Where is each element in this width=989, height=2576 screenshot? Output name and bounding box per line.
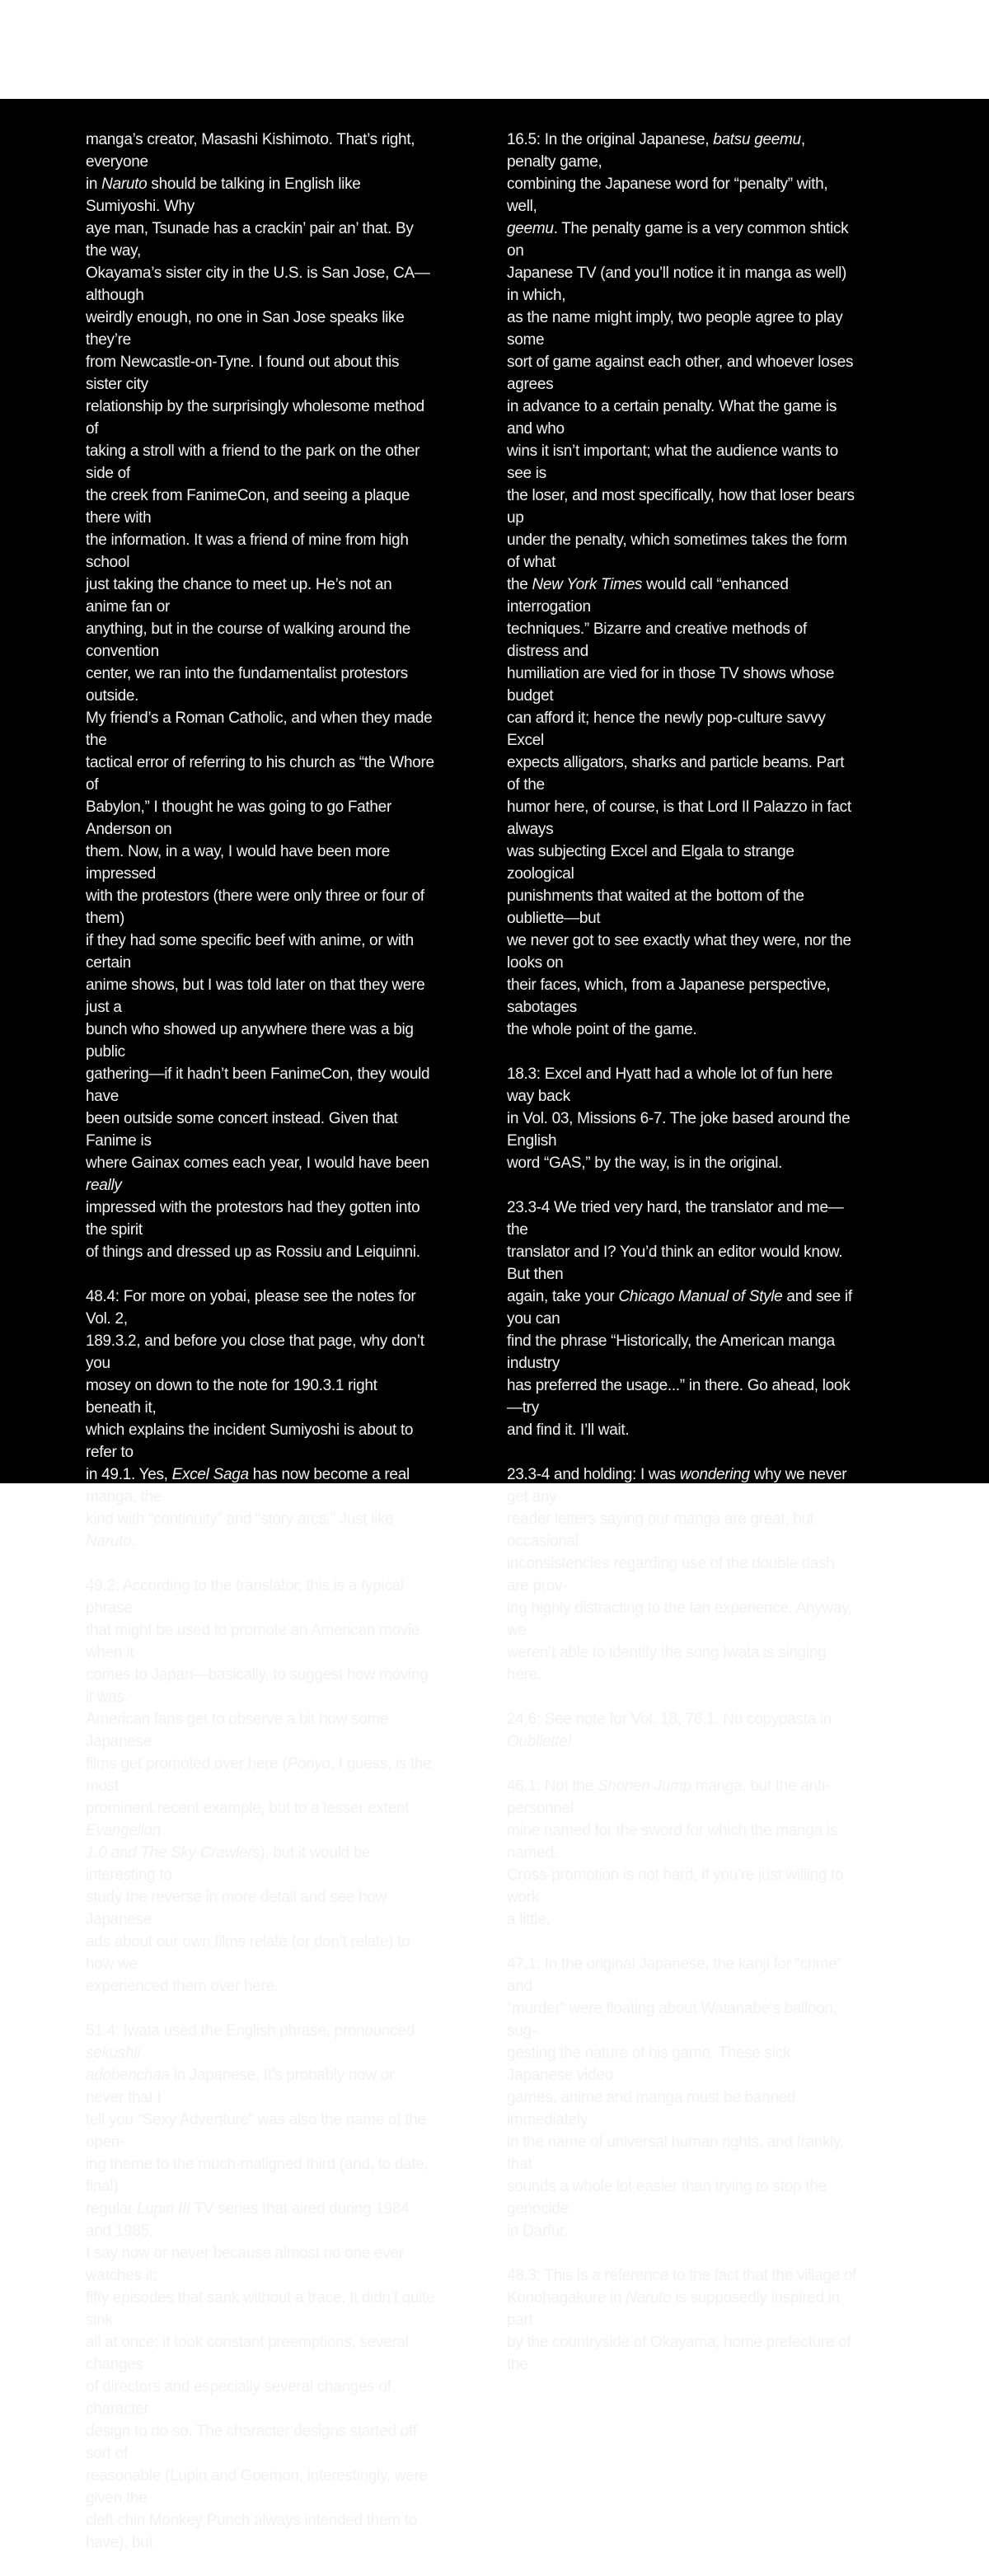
translation-note — [507, 2265, 857, 2376]
italic-title-text: Evangelion 1.0 and The Sky Crawlers — [86, 1822, 260, 1862]
note-text: manga, but the anti-personnel mine named for the sword for which the manga is named. Cross-promotion is not hard, if you’re just willing to work a little. — [507, 1777, 844, 1928]
note-text: why we never get any reader letters saying our manga are great, but occasional inconsistencies regarding use of the double dash are prov- ing highly distracting to the fan experience. Anyway, we weren’t able to identify the song Iwata is singing here. — [507, 1466, 852, 1684]
translation-note — [507, 1063, 857, 1174]
translation-note — [507, 1775, 857, 1931]
note-text: 48.3: This is a reference to the fact that the village of Konohagakure in — [507, 2267, 857, 2307]
translation-note — [507, 1464, 857, 1686]
note-text: would call “enhanced interrogation techniques.” Bizarre and creative methods of distress and humiliation are vied for in those TV shows whose budget can afford it; hence the newly pop-culture savvy Excel expects alligators, sharks and particle beams. Part of the humor here, of course, is that Lord Il Palazzo in fact always was subjecting Excel and Elgala to strange zoological punishments that waited at the bottom of the oubliette—but we never got to see exactly what they were, nor the looks on their faces, which, from a Japanese perspective, sabotages the whole point of the game. — [507, 576, 851, 1038]
note-text: in Japanese. It’s probably now or never that I tell you “Sexy Adventure” was also the name of the open- ing theme to the much-maligned third (and, to date, final) regular — [86, 2067, 429, 2218]
italic-title-text: wondering — [679, 1466, 750, 1483]
italic-title-text: Ponyo — [287, 1755, 330, 1773]
italic-title-text: Naruto — [86, 1533, 132, 1550]
italic-title-text: New York Times — [532, 576, 643, 593]
note-text: ), but it would be interesting to study the reverse in more detail and see how Japanese ads about our own films relate (or don’t relate) to how we experienced them over here. — [86, 1844, 410, 1995]
note-text: TV series that aired during 1984 and 1985. I say now or never because almost no one ever watches it; fifty episodes that sank without a trace. It didn’t quite sink all at once; it took constant preemptions, several changes of directors and especially several changes of character design to do so. The character designs started off sort of reasonable (Lupin and Goemon, interestingly, were given the cleft chin Monkey Punch always intended them to have), but — [86, 2200, 435, 2551]
note-text: 23.3-4 We tried very hard, the translator and me—the translator and I? You’d think an editor would know. But then again, take your — [507, 1199, 844, 1305]
translation-note — [86, 129, 436, 1263]
note-text: 49.2: According to the translator, this is a typical phrase that might be used to promote an American movie when it comes to Japan—basically, to suggest how moving it was. American fans get to observe a bit how some Japanese films get promoted over here ( — [86, 1577, 429, 1773]
translation-note — [507, 1197, 857, 1441]
italic-title-text: Naruto — [626, 2289, 672, 2307]
italic-title-text: Excel Saga — [171, 1466, 249, 1483]
note-text: 51.4: Iwata used the English phrase, pronounced — [86, 2022, 415, 2040]
translation-note — [86, 1575, 436, 1998]
note-text: 23.3-4 and holding: I was — [507, 1466, 680, 1483]
translation-note — [507, 1708, 857, 1753]
note-text: impressed with the protestors had they gotten into the spirit of things and dressed up as Rossiu and Leiquinni. — [86, 1199, 420, 1261]
note-text: . — [131, 1533, 136, 1550]
note-text: 16.5: In the original Japanese, — [507, 131, 714, 148]
note-text: 47.1: In the original Japanese, the kanji for “crime” and “murder” were floating about Watanabe’s balloon, sug- gesting the nature of his game. These sick Japanese video games, anime and manga must be banned immediately in the name of universal human rights, and frankly, that sounds a whole lot easier than trying to stop the genocide in Darfur. — [507, 1955, 844, 2240]
note-text: 48.4: For more on yobai, please see the notes for Vol. 2, 189.3.2, and before you close that page, why don’t you mosey on down to the note for 190.3.1 right beneath it, which explains the incident Sumiyoshi is about to refer to in 49.1. Yes, — [86, 1288, 424, 1483]
italic-title-text: batsu geemu — [713, 131, 801, 148]
note-text: should be talking in English like Sumiyoshi. Why aye man, Tsunade has a crackin’ pair an’ that. By the way, Okayama’s sister city in the U.S. is San Jose, CA—although weirdly enough, no one in San Jose speaks like they’re from Newcastle-on-Tyne. I found out about this sister city relationship by the surprisingly wholesome method of taking a stroll with a friend to the park on the other side of the creek from FanimeCon, and seeing a plaque there with the information. It was a friend of mine from high school just taking the chance to meet up. He’s not an anime fan or anything, but in the course of walking around the convention center, we ran into the fundamentalist protestors outside. My friend’s a Roman Catholic, and when they made the tactical error of referring to his church as “the Whore of Babylon,” I thought he was going to go Father Anderson on them. Now, in a way, I would have been more impressed with the protestors (there were only three or four of them) if they had some specific beef with anime, or with certain anime shows, but I was told later on that they were just a bunch who showed up anywhere there was a big public gathering—if it hadn’t been FanimeCon, they would have been outside some concert instead. Given that Fanime is where Gainax comes each year, I would have been — [86, 176, 434, 1172]
note-text: 46.1: Not the — [507, 1777, 598, 1795]
translation-note — [507, 129, 857, 1041]
translation-note — [86, 1286, 436, 1553]
note-text: . The penalty game is a very common shtick on Japanese TV (and you’ll notice it in manga as well) in which, as the name might imply, two people agree to play some sort of game against each other, and whoever loses agrees in advance to a certain penalty. What the game is and who wins it isn’t important; what the audience wants to see is the loser, and most specifically, how that loser bears up under the penalty, which sometimes takes the form of what the — [507, 220, 855, 593]
note-text: , I guess, is the most prominent recent example, but to a lesser extent — [86, 1755, 432, 1817]
note-text: manga’s creator, Masashi Kishimoto. That’s right, everyone in — [86, 131, 415, 193]
note-text: 18.3: Excel and Hyatt had a whole lot of fun here way back in Vol. 03, Missions 6-7. The joke based around the English word “GAS,” by the way, is in the original. — [507, 1066, 851, 1172]
italic-title-text: Lupin III — [137, 2200, 190, 2218]
note-text: has now become a real manga, the kind with “continuity” and “story arcs.” Just like — [86, 1466, 410, 1528]
italic-title-text: geemu — [507, 220, 554, 237]
italic-title-text: Oubliette! — [507, 1733, 572, 1750]
note-text: , penalty game, combining the Japanese word for “penalty” with, well, — [507, 131, 828, 215]
translation-note — [86, 2020, 436, 2554]
note-text: is supposedly inspired in part by the countryside of Okayama, home prefecture of the — [507, 2289, 851, 2373]
italic-title-text: Shonen Jump — [597, 1777, 691, 1795]
italic-title-text: Naruto — [101, 176, 148, 193]
left-text-column — [86, 129, 436, 2576]
right-text-column — [507, 129, 857, 2398]
italic-title-text: Chicago Manual of Style — [618, 1288, 783, 1305]
top-white-margin — [0, 0, 989, 99]
notes-page — [0, 99, 989, 2551]
translation-note — [507, 1953, 857, 2242]
note-text: 24.6: See note for Vol. 18, 76.1. No copypasta in — [507, 1711, 832, 1728]
note-text: and see if you can find the phrase “Historically, the American manga industry has preferred the usage...” in there. Go ahead, look—try and find it. I’ll wait. — [507, 1288, 852, 1439]
italic-title-text: sekushii adobenchaa — [86, 2044, 170, 2084]
italic-title-text: really — [86, 1177, 122, 1194]
